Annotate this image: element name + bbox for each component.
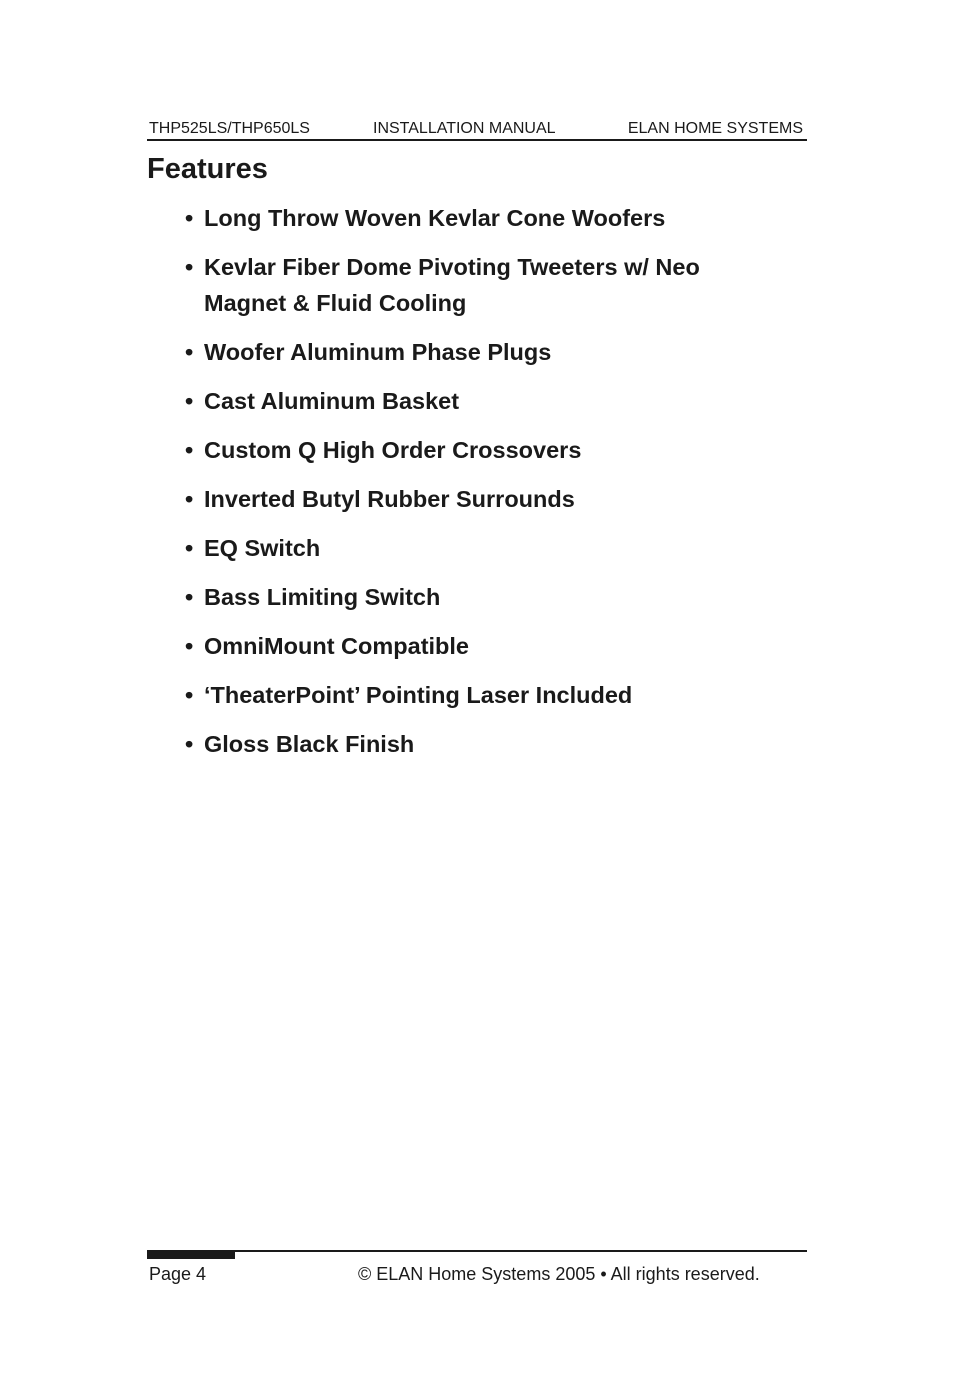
- list-item: [185, 200, 785, 236]
- feature-text: Woofer Aluminum Phase Plugs: [204, 339, 552, 365]
- feature-text: OmniMount Compatible: [204, 633, 470, 659]
- page-title: Features: [147, 153, 268, 185]
- bullet: •: [185, 388, 194, 414]
- list-item: [185, 432, 785, 468]
- footer-tab-marker: [147, 1250, 235, 1259]
- list-item: [185, 334, 785, 370]
- list-item: [185, 249, 785, 321]
- bullet: •: [185, 339, 194, 365]
- feature-text: Inverted Butyl Rubber Surrounds: [204, 486, 575, 512]
- page-header: [147, 119, 807, 141]
- feature-text: Cast Aluminum Basket: [204, 388, 460, 414]
- list-item: [185, 579, 785, 615]
- page-number: Page 4: [149, 1264, 207, 1284]
- bullet: •: [185, 486, 194, 512]
- header-model: THP525LS/THP650LS: [149, 120, 310, 137]
- list-item: [185, 628, 785, 664]
- footer-divider: [147, 1250, 807, 1252]
- feature-text: ‘TheaterPoint’ Pointing Laser Included: [204, 682, 633, 708]
- bullet: •: [185, 633, 194, 659]
- bullet: •: [185, 205, 194, 231]
- header-doc-type: INSTALLATION MANUAL: [373, 120, 556, 137]
- list-item: [185, 726, 785, 762]
- feature-list: [185, 200, 785, 775]
- bullet: •: [185, 584, 194, 610]
- feature-text: Long Throw Woven Kevlar Cone Woofers: [204, 205, 666, 231]
- bullet: •: [185, 535, 194, 561]
- copyright-notice: © ELAN Home Systems 2005 • All rights reserved.: [358, 1264, 760, 1284]
- bullet: •: [185, 254, 194, 280]
- list-item: [185, 677, 785, 713]
- feature-text: Custom Q High Order Crossovers: [204, 437, 582, 463]
- bullet: •: [185, 437, 194, 463]
- header-brand: ELAN HOME SYSTEMS: [627, 120, 803, 137]
- list-item: [185, 530, 785, 566]
- feature-text: EQ Switch: [204, 535, 321, 561]
- bullet: •: [185, 682, 194, 708]
- feature-text: Bass Limiting Switch: [204, 584, 441, 610]
- list-item: [185, 481, 785, 517]
- list-item: [185, 383, 785, 419]
- feature-text: Gloss Black Finish: [204, 731, 415, 757]
- feature-text: Kevlar Fiber Dome Pivoting Tweeters w/ Neo Magnet & Fluid Cooling: [204, 254, 700, 316]
- bullet: •: [185, 731, 194, 757]
